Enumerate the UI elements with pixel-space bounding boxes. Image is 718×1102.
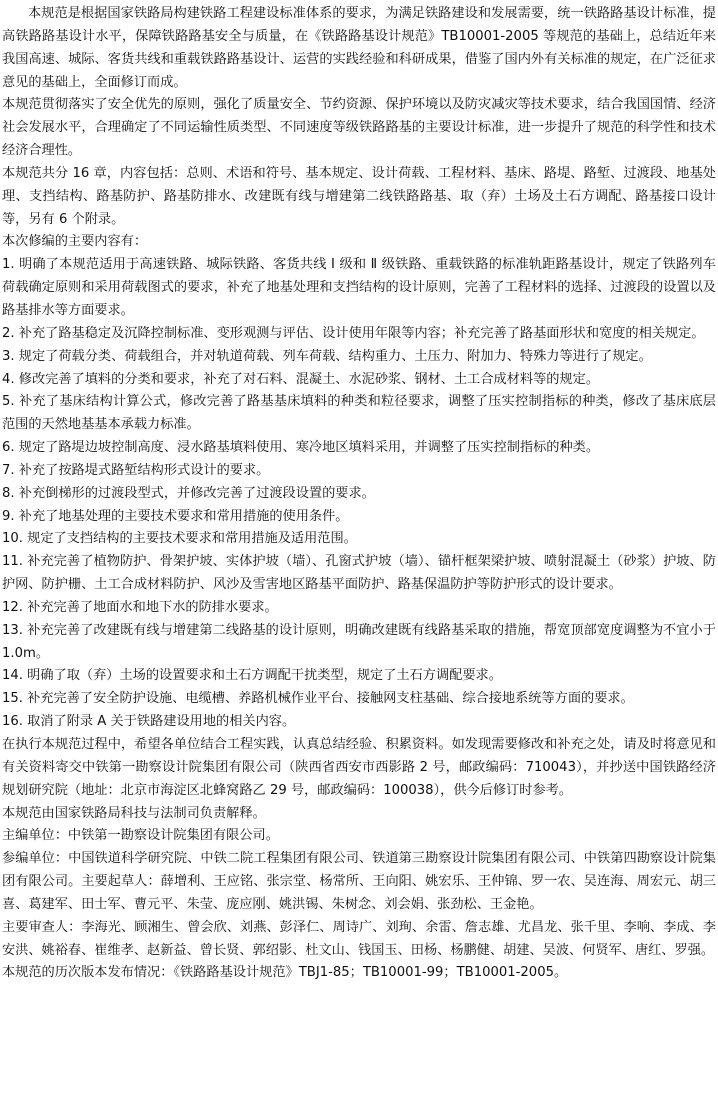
- paragraph-chapters: 本规范共分 16 章，内容包括：总则、术语和符号、基本规定、设计荷载、工程材料、基床、路堤、路堑、过渡段、地基处理、支挡结构、路基防护、路基防排水、改建既有线与增建第二线铁路路基、取（弃）土场及土石方调配、路基接口设计等，另有 6 个附录。: [2, 165, 716, 227]
- revision-item-14: 14. 明确了取（弃）土场的设置要求和土石方调配干扰类型，规定了土石方调配要求。: [2, 668, 502, 684]
- revision-item-12: 12. 补充完善了地面水和地下水的防排水要求。: [2, 599, 278, 615]
- revision-item-5: 5. 补充了基床结构计算公式，修改完善了路基基床填料的种类和粒径要求，调整了压实控制指标的种类，修改了基床底层范围的天然地基基本承载力标准。: [2, 394, 716, 433]
- revision-item-6: 6. 规定了路堤边坡控制高度、浸水路基填料使用、寒冷地区填料采用，并调整了压实控制指标的种类。: [2, 440, 600, 456]
- revision-item-7: 7. 补充了按路堤式路堑结构形式设计的要求。: [2, 462, 270, 478]
- revision-item-3: 3. 规定了荷载分类、荷载组合，并对轨道荷载、列车荷载、结构重力、土压力、附加力、特殊力等进行了规定。: [2, 348, 652, 364]
- revision-item-11: 11. 补充完善了植物防护、骨架护坡、实体护坡（墙）、孔窗式护坡（墙）、锚杆框架梁护坡、喷射混凝土（砂浆）护坡、防护网、防护栅、土工合成材料防护、风沙及雪害地区路基平面防护、路基保温防护等防护形式的设计要求。: [2, 554, 716, 593]
- paragraph-chief-editor: 主编单位：中铁第一勘察设计院集团有限公司。: [2, 828, 279, 844]
- revision-item-15: 15. 补充完善了安全防护设施、电缆槽、养路机械作业平台、接触网支柱基础、综合接地系统等方面的要求。: [2, 691, 634, 707]
- paragraph-intro: 本规范是根据国家铁路局构建铁路工程建设标准体系的要求，为满足铁路建设和发展需要，统一铁路路基设计标准，提高铁路路基设计水平，保障铁路路基安全与质量，在《铁路路基设计规范》TB10001-2005 等规范的基础上，总结近年来我国高速、城际、客货共线和重载铁路路基设计、运营的实践经验和科研成果，借鉴了国内外有关标准的规定，在广泛征求意见的基础上，全面修订而成。: [2, 6, 716, 90]
- paragraph-reviewers: 主要审查人：李海光、顾湘生、曾会欣、刘燕、彭泽仁、周诗广、刘珣、余雷、詹志雄、尤昌龙、张千里、李响、李成、李安洪、姚裕春、崔维孝、赵新益、曾长贤、郭绍影、杜文山、钱国玉、田杨、杨鹏健、胡建、吴波、何贤军、唐红、罗强。: [2, 919, 716, 958]
- revision-item-10: 10. 规定了支挡结构的主要技术要求和常用措施及适用范围。: [2, 531, 357, 547]
- paragraph-principles: 本规范贯彻落实了安全优先的原则，强化了质量安全、节约资源、保护环境以及防灾减灾等技术要求，结合我国国情、经济社会发展水平，合理确定了不同运输性质类型、不同速度等级铁路路基的主要设计标准，进一步提升了规范的科学性和技术经济合理性。: [2, 97, 716, 159]
- revision-item-2: 2. 补充了路基稳定及沉降控制标准、变形观测与评估、设计使用年限等内容；补充完善了路基面形状和宽度的相关规定。: [2, 325, 705, 341]
- revision-item-8: 8. 补充倒梯形的过渡段型式，并修改完善了过渡段设置的要求。: [2, 485, 375, 501]
- paragraph-interpretation: 本规范由国家铁路局科技与法制司负责解释。: [2, 805, 266, 821]
- paragraph-revision-heading: 本次修编的主要内容有：: [2, 234, 148, 250]
- paragraph-participants: 参编单位：中国铁道科学研究院、中铁二院工程集团有限公司、铁道第三勘察设计院集团有限公司、中铁第四勘察设计院集团有限公司。主要起草人：薛增利、王应铭、张宗堂、杨常所、王向阳、姚宏乐、王仲锦、罗一农、吴连海、周宏元、胡三喜、葛建军、田士军、曹元平、朱莹、庞应刚、姚洪锡、朱树念、刘会娟、张劲松、王金艳。: [2, 851, 716, 912]
- revision-item-16: 16. 取消了附录 A 关于铁路建设用地的相关内容。: [2, 714, 296, 730]
- revision-item-13: 13. 补充完善了改建既有线与增建第二线路基的设计原则，明确改建既有线路基采取的措施，帮宽顶部宽度调整为不宜小于 1.0m。: [2, 622, 716, 661]
- revision-item-1: 1. 明确了本规范适用于高速铁路、城际铁路、客货共线 Ⅰ 级和 Ⅱ 级铁路、重载铁路的标准轨距路基设计，规定了铁路列车荷载确定原则和采用荷载图式的要求，补充了地基处理和支挡结构的设计原则，完善了工程材料的选择、过渡段的设置以及路基排水等方面要求。: [2, 257, 716, 318]
- revision-item-4: 4. 修改完善了填料的分类和要求，补充了对石料、混凝土、水泥砂浆、钢材、土工合成材料等的规定。: [2, 371, 600, 387]
- paragraph-feedback: 在执行本规范过程中，希望各单位结合工程实践，认真总结经验、积累资料。如发现需要修改和补充之处，请及时将意见和有关资料寄交中铁第一勘察设计院集团有限公司（陕西省西安市西影路 2 号，邮政编码：710043），并抄送中国铁路经济规划研究院（地址：北京市海淀区北蜂窝路乙 29 号，邮政编码：100038），供今后修订时参考。: [2, 737, 716, 798]
- paragraph-history: 本规范的历次版本发布情况：《铁路路基设计规范》TBJ1-85；TB10001-99；TB10001-2005。: [2, 965, 568, 981]
- revision-item-9: 9. 补充了地基处理的主要技术要求和常用措施的使用条件。: [2, 508, 349, 524]
